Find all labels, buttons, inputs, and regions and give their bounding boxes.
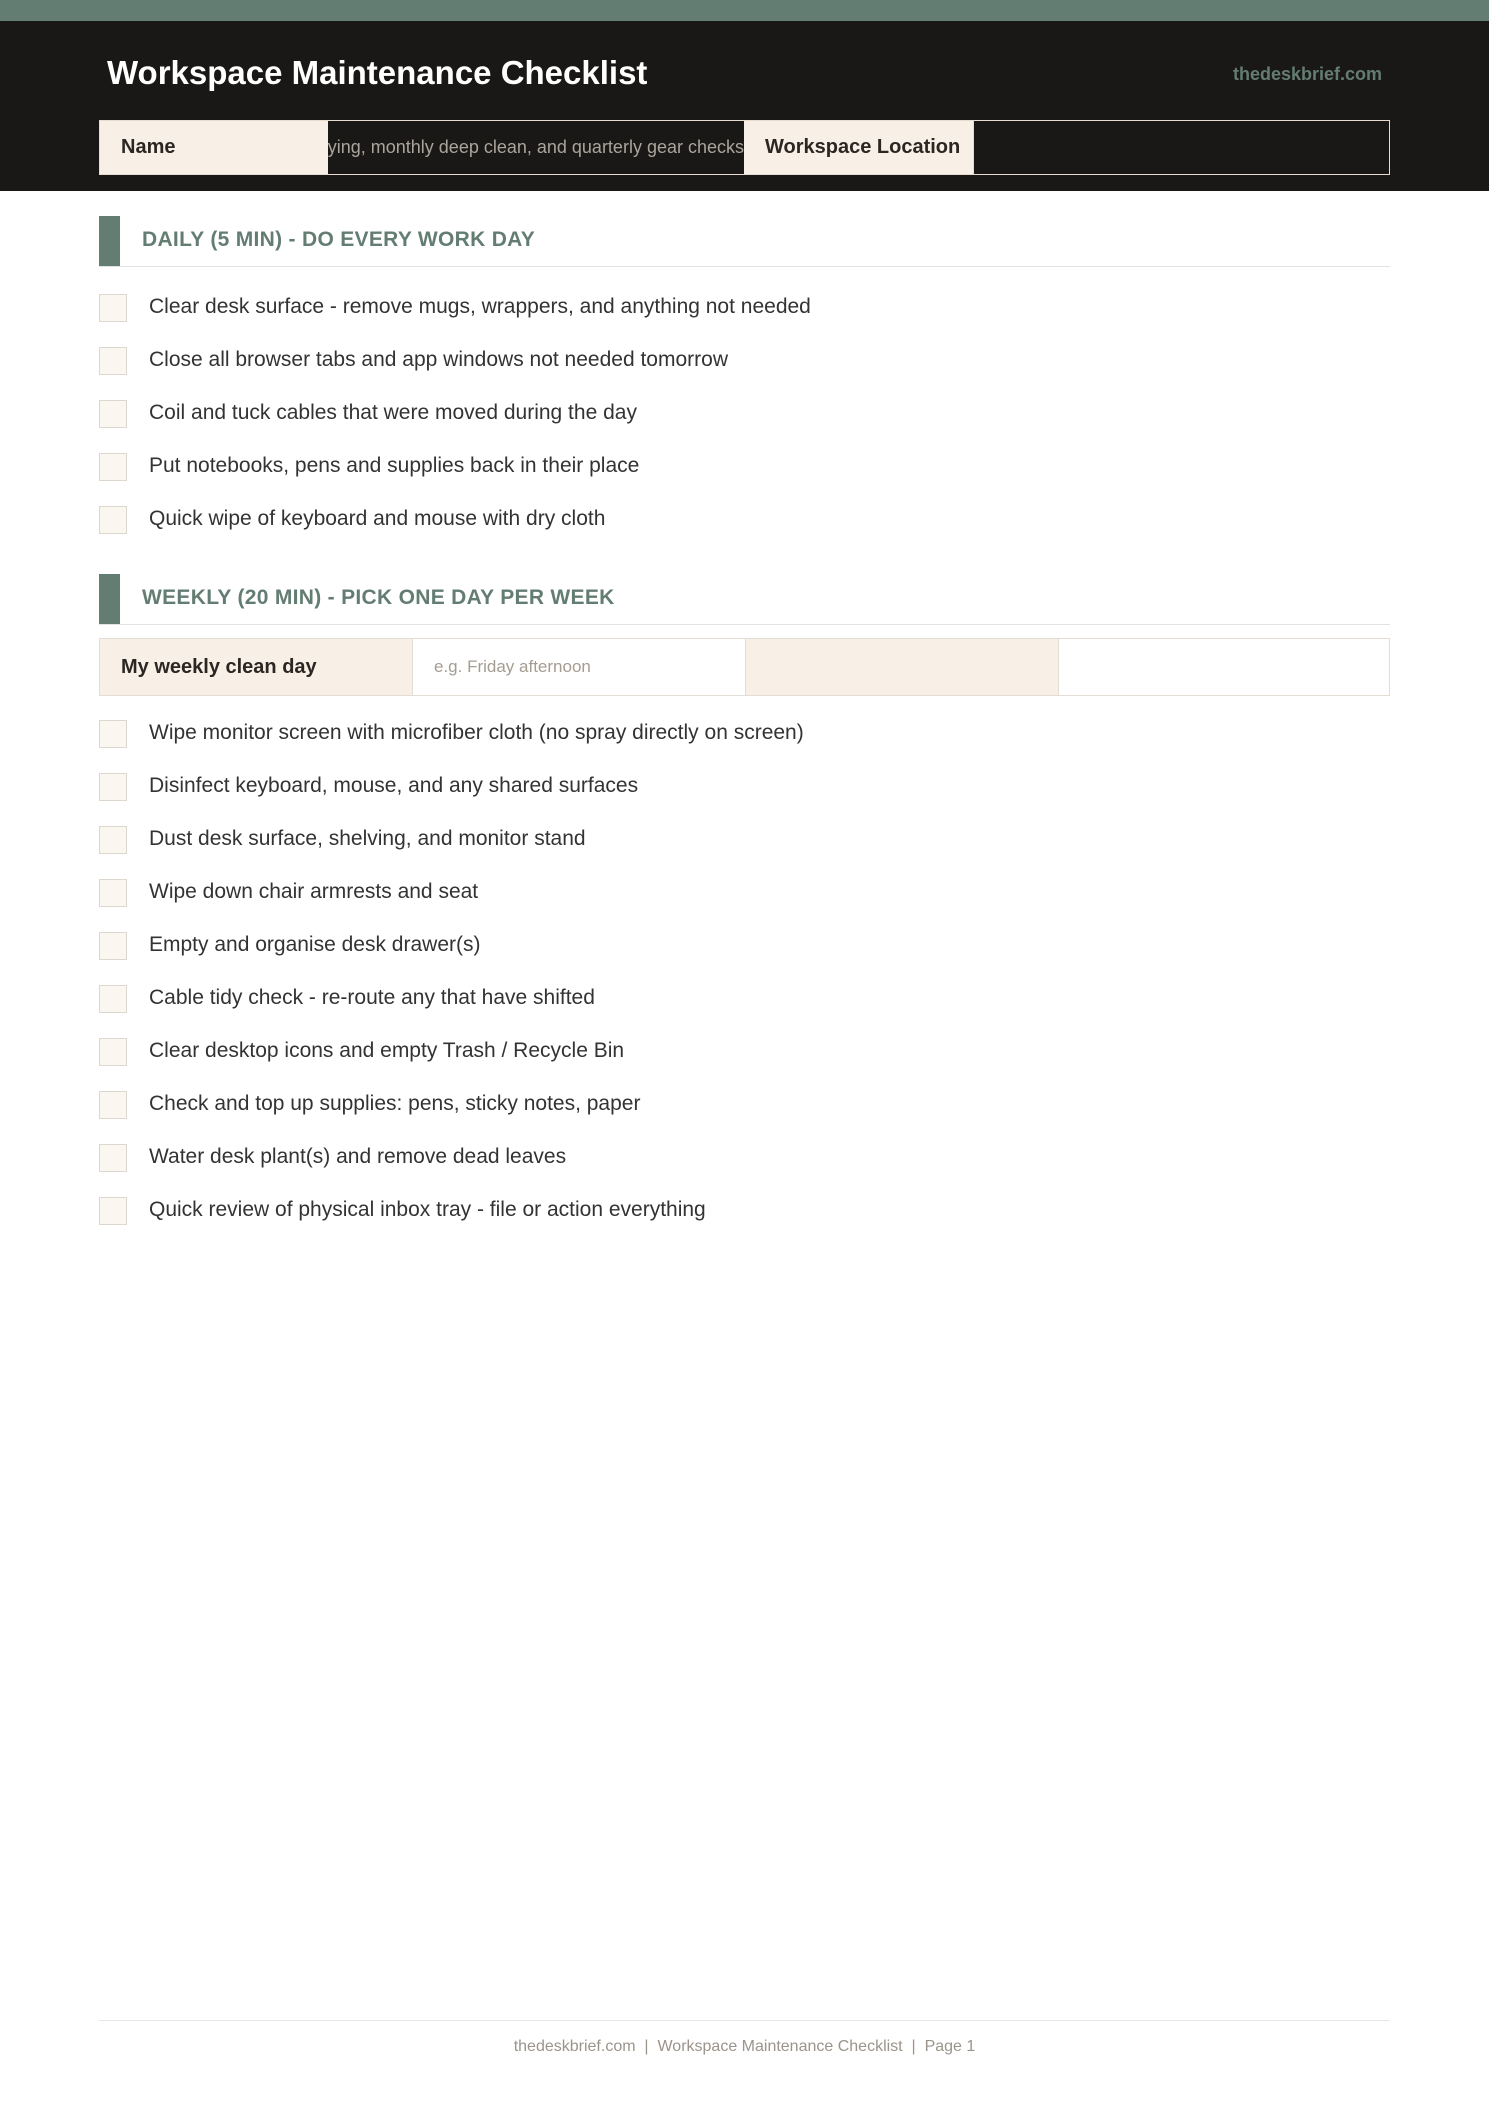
list-item [99,1193,1390,1246]
checkbox[interactable] [99,1144,127,1172]
list-item [99,981,1390,1034]
item-text: Dust desk surface, shelving, and monitor stand [149,827,586,850]
footer-divider [99,2020,1390,2021]
item-text: Empty and organise desk drawer(s) [149,933,481,956]
blank-value-cell[interactable] [1059,639,1389,695]
checkbox[interactable] [99,932,127,960]
weekly-checklist [99,716,1390,1246]
list-item [99,396,1390,449]
name-label: Name [100,121,328,174]
item-text: Put notebooks, pens and supplies back in their place [149,454,640,477]
weekly-clean-day-input[interactable] [413,639,746,695]
checkbox[interactable] [99,985,127,1013]
checkbox[interactable] [99,506,127,534]
item-text: Cable tidy check - re-route any that have shifted [149,986,595,1009]
weekly-section-header [99,574,1390,625]
item-text: Quick review of physical inbox tray - file or action everything [149,1198,706,1221]
section-marker [99,216,120,266]
list-item [99,343,1390,396]
list-item [99,1034,1390,1087]
item-text: Disinfect keyboard, mouse, and any shared surfaces [149,774,639,797]
workspace-location-label: Workspace Location [744,121,973,174]
item-text: Wipe monitor screen with microfiber cloth (no spray directly on screen) [149,721,804,744]
checkbox[interactable] [99,453,127,481]
item-text: Close all browser tabs and app windows not needed tomorrow [149,348,728,371]
checkbox[interactable] [99,347,127,375]
checkbox[interactable] [99,879,127,907]
list-item [99,502,1390,555]
list-item [99,449,1390,502]
blank-label-cell [746,639,1059,695]
info-row [99,120,1390,175]
item-text: Wipe down chair armrests and seat [149,880,479,903]
list-item [99,1087,1390,1140]
name-field[interactable] [328,121,744,174]
list-item [99,290,1390,343]
list-item [99,716,1390,769]
list-item [99,928,1390,981]
checkbox[interactable] [99,826,127,854]
site-name: thedeskbrief.com [1232,64,1382,84]
checkbox[interactable] [99,400,127,428]
checkbox[interactable] [99,720,127,748]
item-text: Clear desk surface - remove mugs, wrappers, and anything not needed [149,295,811,318]
daily-section-header [99,216,1390,267]
checkbox[interactable] [99,1197,127,1225]
daily-checklist [99,290,1390,555]
item-text: Check and top up supplies: pens, sticky notes, paper [149,1092,641,1115]
list-item [99,875,1390,928]
top-accent-bar [0,0,1489,21]
list-item [99,822,1390,875]
item-text: Clear desktop icons and empty Trash / Recycle Bin [149,1039,625,1062]
checkbox[interactable] [99,294,127,322]
weekly-clean-day-row [99,638,1390,696]
checkbox[interactable] [99,1038,127,1066]
section-marker [99,574,120,624]
page-title: Workspace Maintenance Checklist [107,54,648,91]
page-header [0,21,1489,191]
list-item [99,1140,1390,1193]
item-text: Water desk plant(s) and remove dead leaves [149,1145,567,1168]
list-item [99,769,1390,822]
weekly-section-title: WEEKLY (20 MIN) - PICK ONE DAY PER WEEK [142,586,615,609]
page-footer: thedeskbrief.com | Workspace Maintenance Checklist | Page 1 [513,2038,976,2055]
weekly-clean-day-label: My weekly clean day [100,639,413,695]
daily-section-title: DAILY (5 MIN) - DO EVERY WORK DAY [142,228,536,251]
checkbox[interactable] [99,1091,127,1119]
item-text: Coil and tuck cables that were moved during the day [149,401,637,424]
checkbox[interactable] [99,773,127,801]
item-text: Quick wipe of keyboard and mouse with dry cloth [149,507,606,530]
workspace-location-field[interactable] [973,121,1389,174]
